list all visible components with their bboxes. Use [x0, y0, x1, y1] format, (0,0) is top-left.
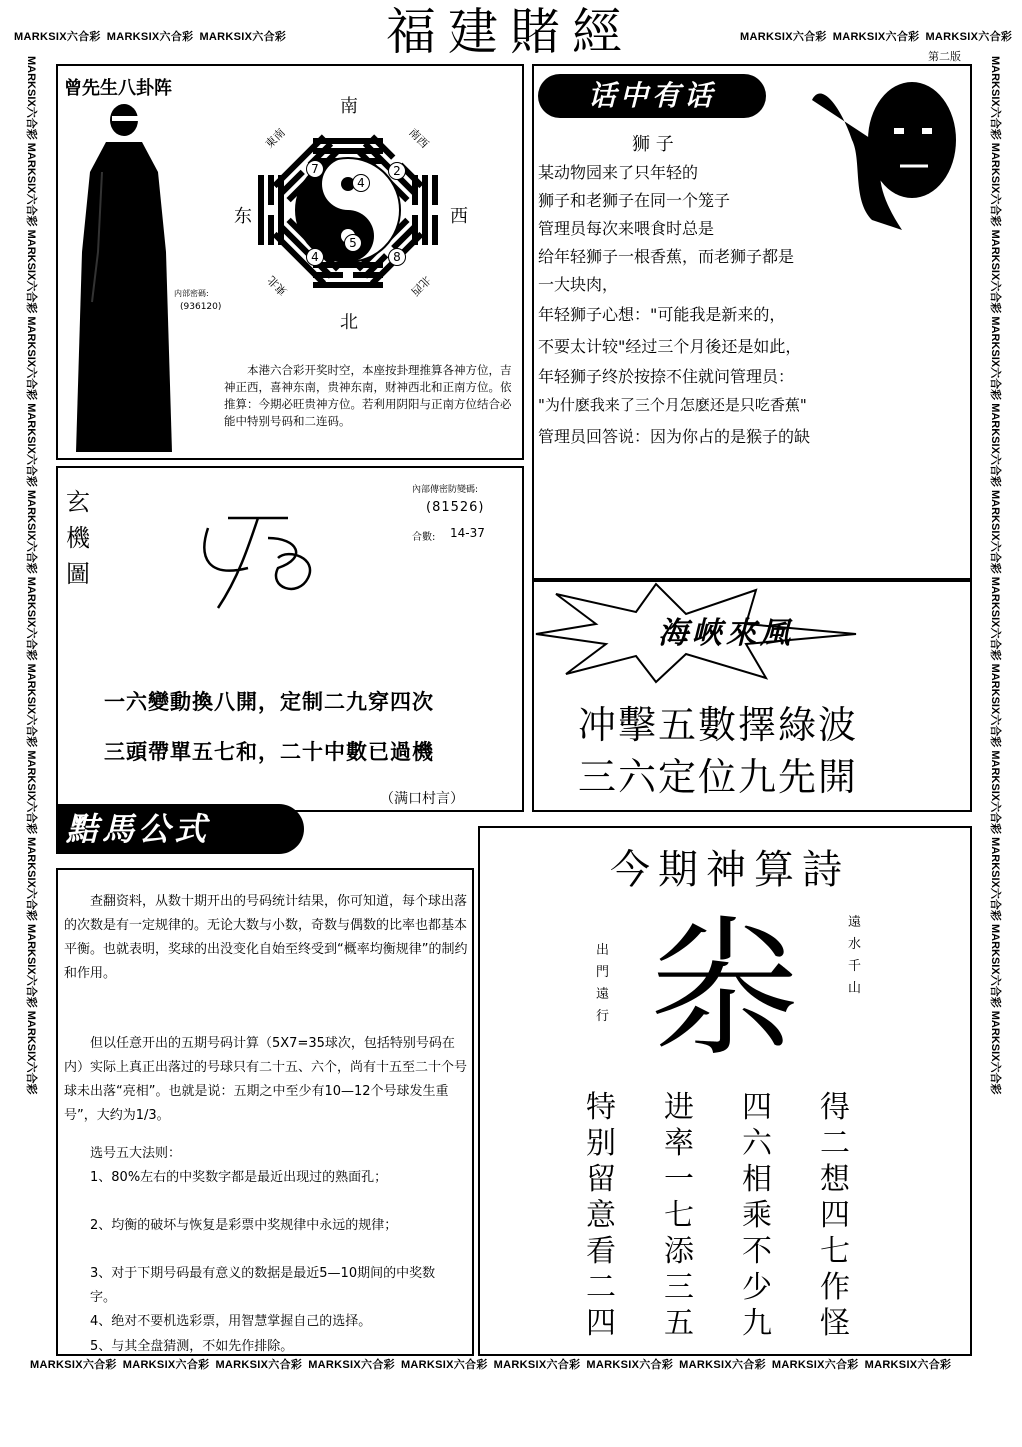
joke-banner: 话中有话: [538, 74, 766, 118]
joke-line-4: 一大块肉，: [538, 275, 619, 294]
xuanji-verse-2: 三頭帶單五七和，二十中數已過機: [104, 740, 434, 764]
bagua-num-8: 8: [388, 248, 406, 266]
poem-panel: [478, 826, 972, 1356]
dir-northeast: 東北: [264, 273, 290, 299]
joke-line-5: 年轻狮子心想："可能我是新来的，: [538, 305, 786, 324]
joke-panel: [532, 64, 972, 580]
haixia-line-2: 三六定位九先開: [578, 755, 859, 799]
bottom-border: MARKSIX六合彩 MARKSIX六合彩 MARKSIX六合彩 MARKSIX六合彩 MARKSIX六合彩 MARKSIX六合彩 MARKSIX六合彩 MARKSIX六合彩 MARKSIX六合彩 MARKSIX六合彩: [30, 1359, 952, 1371]
dir-east: 东: [234, 206, 252, 227]
formula-rule-1: 1、80%左右的中奖数字都是最近出现过的熟面孔；: [90, 1170, 388, 1185]
poem-big-char: 尜: [649, 903, 800, 1077]
xuanji-figure: [188, 498, 358, 618]
dir-southeast: 東南: [262, 125, 288, 151]
man-figure: [62, 102, 182, 458]
xuanji-panel: [56, 466, 524, 812]
bagua-description: 本港六合彩开奖时空，本座按卦理推算各神方位，吉神正西，喜神东南，贵神东南，财神西北和正南方位。依推算：今期必旺贵神方位。若利用阴阳与正南方位结合必能中特别号码和二连码。: [224, 363, 512, 428]
bagua-num-7: 7: [306, 160, 324, 178]
poem-col-3: 进率一七添三五: [664, 1090, 694, 1341]
bagua-heading: 曾先生八卦阵: [64, 78, 172, 99]
formula-para-2: 但以任意开出的五期号码计算（5X7=35球次，包括特别号码在内）实际上真正出落过的号球只有二十五、六个，尚有十五至二十个号球未出落“亮相”。也就是说：五期之中至少有10—12个号球发生重号”，大约为1/3。: [64, 1036, 468, 1123]
joke-line-6: 不要太计较"经过三个月後还是如此，: [538, 337, 802, 356]
dir-west: 西: [450, 206, 468, 227]
formula-rule-5: 5、与其全盘猜测，不如先作排除。: [90, 1339, 294, 1354]
top-border-left: MARKSIX六合彩 MARKSIX六合彩 MARKSIX六合彩: [14, 31, 287, 43]
formula-rule-3: 3、对于下期号码最有意义的数据是最近5—10期间的中奖数字。: [90, 1266, 436, 1305]
poem-col-2: 四六相乘不少九: [742, 1090, 772, 1341]
edition-label: 第二版: [928, 50, 961, 63]
joke-line-0: 某动物园来了只年轻的: [538, 163, 699, 182]
joke-line-9: 管理员回答说：因为你占的是猴子的缺: [538, 427, 811, 446]
top-border-right: MARKSIX六合彩 MARKSIX六合彩 MARKSIX六合彩: [740, 31, 1013, 43]
joke-line-7: 年轻狮子终於按捺不住就问管理员：: [538, 367, 795, 386]
hand-gesture-image: [792, 70, 968, 240]
poem-title: 今期神算詩: [610, 847, 850, 893]
joke-line-3: 给年轻狮子一根香蕉，而老狮子都是: [538, 247, 795, 266]
haixia-panel: [532, 580, 972, 812]
poem-col-1: 得二想四七作怪: [820, 1090, 850, 1341]
bagua-panel: [56, 64, 524, 460]
haixia-line-1: 冲擊五數擇綠波: [578, 703, 859, 747]
formula-panel: [56, 868, 474, 1356]
formula-rule-2: 2、均衡的破坏与恢复是彩票中奖规律中永远的规律；: [90, 1218, 398, 1233]
xuanji-code-label: 內部傳密防變碼:: [412, 485, 479, 495]
dir-southwest: 南西: [406, 125, 432, 151]
joke-subtitle: 狮 子: [632, 134, 674, 155]
bagua-num-5: 5: [344, 234, 362, 252]
left-border: MARKSIX六合彩 MARKSIX六合彩 MARKSIX六合彩 MARKSIX六合彩 MARKSIX六合彩 MARKSIX六合彩 MARKSIX六合彩 MARKSIX六合彩 MARKSIX六合彩 MARKSIX六合彩 MARKSIX六合彩 MARKSIX六合彩: [25, 56, 37, 1095]
poem-left-note: 出門遠行: [596, 943, 610, 1024]
joke-line-1: 狮子和老狮子在同一个笼子: [538, 191, 731, 210]
haixia-banner: 海峽來風: [658, 616, 794, 651]
bagua-code-value: (936120): [180, 302, 222, 312]
dir-north: 北: [340, 312, 358, 333]
xuanji-code-value: (81526): [426, 500, 485, 515]
xuanji-attribution: （满口村言）: [380, 791, 464, 807]
xuanji-verse-1: 一六變動換八開，定制二九穿四次: [104, 690, 434, 714]
dir-south: 南: [340, 96, 358, 117]
dir-northwest: 北西: [408, 273, 434, 299]
bagua-diagram: [238, 90, 458, 334]
bagua-num-4a: 4: [352, 174, 370, 192]
joke-line-2: 管理员每次来喂食时总是: [538, 219, 715, 238]
bagua-num-4b: 4: [306, 248, 324, 266]
xuanji-sum-label: 合數:: [412, 532, 436, 543]
formula-rules-title: 选号五大法则：: [90, 1146, 182, 1161]
formula-rule-4: 4、绝对不要机选彩票，用智慧掌握自己的选择。: [90, 1314, 372, 1329]
xuanji-heading: 玄機圖: [66, 488, 90, 588]
poem-right-note: 遠水千山: [848, 915, 862, 996]
poem-col-4: 特别留意看二四: [586, 1090, 616, 1341]
xuanji-sum-value: 14-37: [450, 526, 485, 540]
formula-para-1: 查翻资料，从数十期开出的号码统计结果，你可知道，每个球出落的次数是有一定规律的。无论大数与小数，奇数与偶数的比率也都基本平衡。也就表明，奖球的出没变化自始至终受到“概率均衡规律”的制约和作用。: [64, 894, 468, 981]
page-title: 福建賭經: [386, 3, 634, 61]
joke-line-8: "为什麽我来了三个月怎麽还是只吃香蕉": [538, 396, 807, 414]
formula-banner: 黠馬公式: [56, 804, 304, 854]
bagua-num-2: 2: [388, 162, 406, 180]
bagua-code-label: 内部密碼:: [174, 289, 209, 298]
right-border: MARKSIX六合彩 MARKSIX六合彩 MARKSIX六合彩 MARKSIX六合彩 MARKSIX六合彩 MARKSIX六合彩 MARKSIX六合彩 MARKSIX六合彩 MARKSIX六合彩 MARKSIX六合彩 MARKSIX六合彩 MARKSIX六合彩: [989, 56, 1001, 1095]
